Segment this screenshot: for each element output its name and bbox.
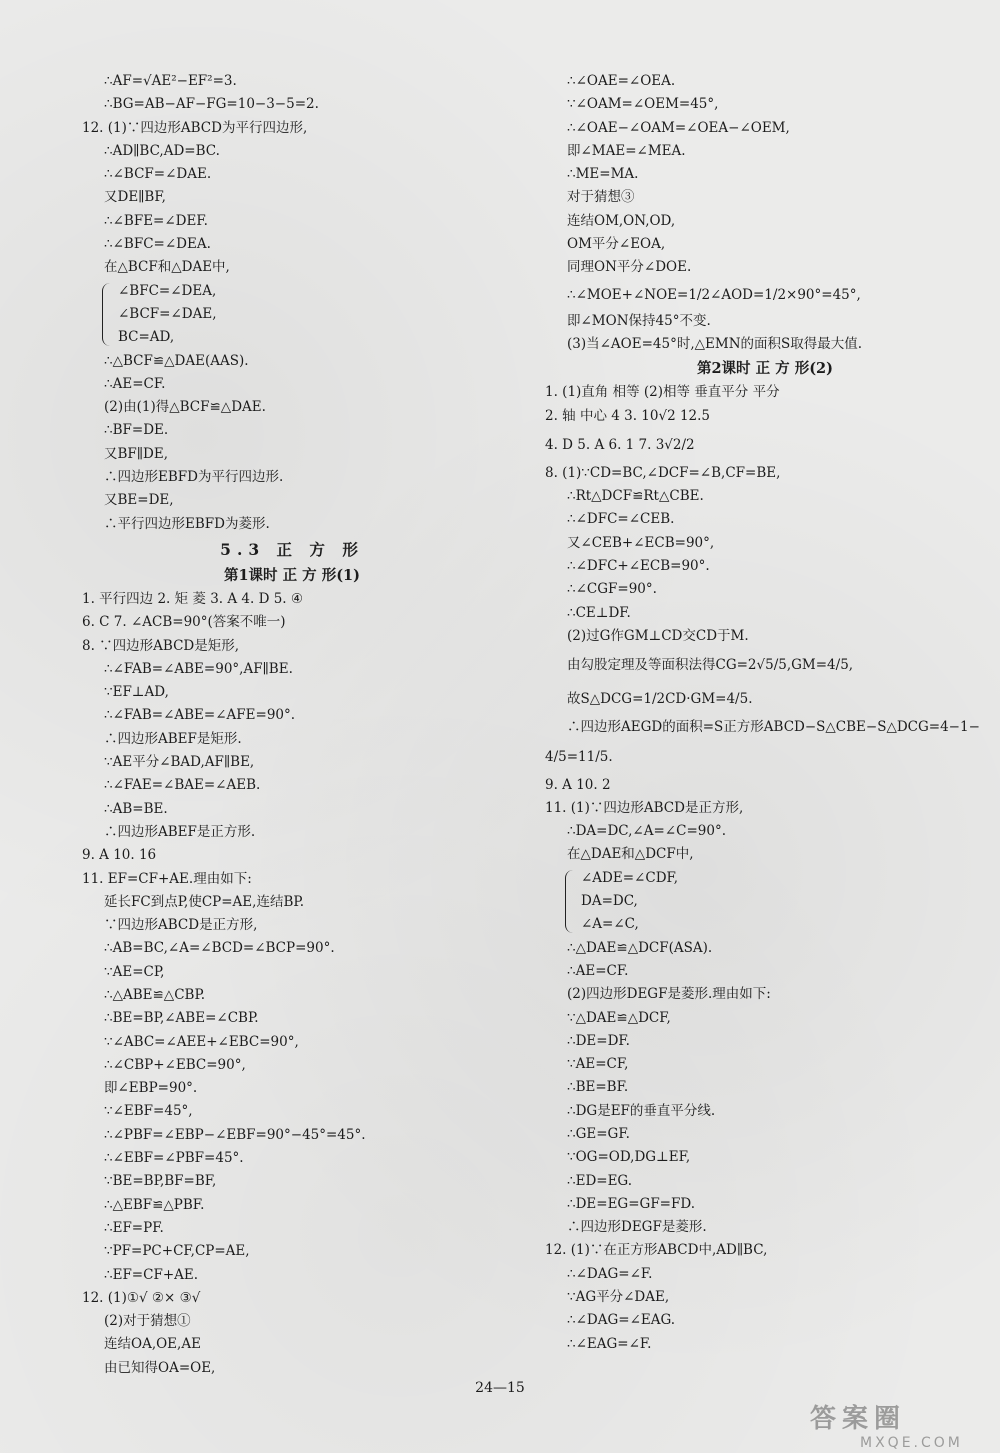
answer-line: ∴四边形EBFD为平行四边形.: [104, 469, 284, 486]
answer-line: ∴∠DFC+∠ECB=90°.: [567, 558, 710, 575]
answer-line: 在△DAE和△DCF中,: [567, 846, 694, 863]
answer-line: ∴∠PBF=∠EBP−∠EBF=90°−45°=45°.: [104, 1126, 366, 1143]
answer-line: ∴DA=DC,∠A=∠C=90°.: [567, 823, 726, 840]
answer-line: ∵∠OAM=∠OEM=45°,: [567, 96, 719, 113]
lesson-title: 第1课时 正 方 形(1): [223, 566, 361, 584]
answer-line: ∴AB=BE.: [104, 800, 168, 817]
answer-line: ∴△DAE≌△DCF(ASA).: [567, 939, 713, 956]
answer-line: ∴∠DAG=∠F.: [567, 1265, 653, 1282]
answer-line: ∴四边形ABEF是正方形.: [104, 823, 256, 840]
answer-line: 对于猜想③: [567, 189, 635, 206]
answer-line: ∴EF=PF.: [104, 1219, 164, 1236]
answer-line: ∴AF=√AE²−EF²=3.: [104, 73, 237, 89]
answer-line: ∴DE=EG=GF=FD.: [567, 1195, 695, 1212]
answer-line: ∵∠ABC=∠AEE+∠EBC=90°,: [104, 1033, 299, 1050]
answer-line: ∴∠BFC=∠DEA.: [104, 236, 211, 253]
answer-line: ∴∠DAG=∠EAG.: [567, 1312, 676, 1329]
answer-line: ∴四边形AEGD的面积=S正方形ABCD−S△CBE−S△DCG=4−1−: [567, 719, 980, 736]
answer-line: ∴AE=CF.: [567, 962, 629, 979]
answer-line: ∴GE=GF.: [567, 1125, 630, 1142]
lesson-title: 第2课时 正 方 形(2): [696, 360, 834, 378]
answer-line: ∵AE平分∠BAD,AF∥BE,: [104, 754, 255, 771]
brace-mark: [102, 283, 113, 346]
answer-line: ∴四边形DEGF是菱形.: [567, 1219, 707, 1236]
right-column: [545, 70, 985, 1356]
answer-line: (2)四边形DEGF是菱形.理由如下:: [567, 986, 771, 1003]
answer-line: 4. D 5. A 6. 1 7. 3√2/2: [545, 436, 695, 453]
answer-line: ∴∠CBP+∠EBC=90°,: [104, 1056, 246, 1073]
answer-line: ∵四边形ABCD是正方形,: [104, 917, 258, 934]
answer-line: ∴∠BFE=∠DEF.: [104, 212, 208, 229]
answer-line: OM平分∠EOA,: [567, 236, 666, 253]
answer-line: 连结OA,OE,AE: [104, 1336, 201, 1353]
answer-line: ∠ADE=∠CDF,: [581, 869, 679, 886]
answer-line: ∴△EBF≌△PBF.: [104, 1196, 205, 1213]
answer-line: 6. C 7. ∠ACB=90°(答案不唯一): [82, 614, 286, 631]
answer-line: ∴∠EAG=∠F.: [567, 1335, 652, 1352]
answer-line: ∴∠CGF=90°.: [567, 581, 657, 598]
answer-line: ∴BF=DE.: [104, 422, 169, 439]
answer-line: ∵PF=PC+CF,CP=AE,: [104, 1243, 250, 1260]
answer-line: 延长FC到点P,使CP=AE,连结BP.: [104, 893, 305, 910]
answer-line: BC=AD,: [118, 329, 175, 346]
answer-line: ∴EF=CF+AE.: [104, 1266, 199, 1283]
answer-line: 又BE=DE,: [104, 492, 174, 509]
answer-line: 又BF∥DE,: [104, 445, 168, 462]
answer-line: ∴BE=BF.: [567, 1079, 629, 1096]
answer-line: ∴DE=DF.: [567, 1032, 630, 1049]
answer-line: ∴平行四边形EBFD为菱形.: [104, 515, 270, 532]
answer-line: 又∠CEB+∠ECB=90°,: [567, 534, 715, 551]
answer-line: ∴AB=BC,∠A=∠BCD=∠BCP=90°.: [104, 940, 335, 957]
page-number: 24—15: [475, 1380, 525, 1396]
answer-line: 9. A 10. 2: [545, 776, 611, 793]
answer-line: ∴BE=BP,∠ABE=∠CBP.: [104, 1010, 259, 1027]
answer-line: ∴ED=EG.: [567, 1172, 633, 1189]
answer-line: 1. (1)直角 相等 (2)相等 垂直平分 平分: [545, 384, 780, 401]
answer-line: ∴CE⊥DF.: [567, 604, 631, 621]
answer-line: (3)当∠AOE=45°时,△EMN的面积S取得最大值.: [567, 335, 863, 352]
watermark-logo: [810, 1398, 980, 1451]
answer-line: ∠BCF=∠DAE,: [118, 305, 217, 322]
answer-line: ∴∠FAB=∠ABE=90°,AF∥BE.: [104, 660, 293, 677]
answer-line: 2. 轴 中心 4 3. 10√2 12.5: [545, 407, 711, 424]
answer-line: ∴∠OAE=∠OEA.: [567, 73, 676, 89]
answer-line: ∴∠DFC=∠CEB.: [567, 511, 675, 528]
answer-line: 故S△DCG=1/2CD·GM=4/5.: [567, 691, 753, 708]
answer-line: ∵△DAE≌△DCF,: [567, 1009, 671, 1026]
answer-line: 8. ∵四边形ABCD是矩形,: [82, 637, 240, 654]
answer-line: 连结OM,ON,OD,: [567, 212, 676, 229]
answer-line: 12. (1)∵四边形ABCD为平行四边形,: [82, 119, 308, 136]
answer-line: ∵AE=CF,: [567, 1056, 629, 1073]
answer-line: 又DE∥BF,: [104, 189, 166, 206]
answer-line: 9. A 10. 16: [82, 847, 157, 864]
answer-line: 1. 平行四边 2. 矩 菱 3. A 4. D 5. ④: [82, 590, 303, 607]
watermark-site: MXQE.COM: [860, 1435, 963, 1451]
answer-line: ∴Rt△DCF≌Rt△CBE.: [567, 488, 704, 505]
answer-line: DA=DC,: [581, 893, 638, 910]
answer-line: ∴四边形ABEF是矩形.: [104, 730, 242, 747]
answer-line: ∵∠EBF=45°,: [104, 1103, 193, 1120]
answer-line: 11. EF=CF+AE.理由如下:: [82, 870, 252, 887]
answer-line: ∵AG平分∠DAE,: [567, 1289, 670, 1306]
answer-line: 由已知得OA=OE,: [104, 1359, 216, 1376]
answer-line: ∴AE=CF.: [104, 375, 166, 392]
answer-line: 即∠EBP=90°.: [104, 1080, 198, 1097]
answer-line: 12. (1)∵在正方形ABCD中,AD∥BC,: [545, 1242, 768, 1259]
answer-line: ∴∠FAB=∠ABE=∠AFE=90°.: [104, 707, 296, 724]
answer-line: ∠A=∠C,: [581, 916, 639, 933]
answer-line: ∴△ABE≌△CBP.: [104, 986, 206, 1003]
answer-line: 在△BCF和△DAE中,: [104, 259, 230, 276]
answer-line: 12. (1)①√ ②× ③√: [82, 1289, 201, 1306]
answer-line: 由勾股定理及等面积法得CG=2√5/5,GM=4/5,: [567, 657, 854, 674]
answer-line: ∠BFC=∠DEA,: [118, 282, 217, 299]
answer-line: 即∠MAE=∠MEA.: [567, 142, 686, 159]
answer-line: (2)由(1)得△BCF≌△DAE.: [104, 399, 266, 416]
answer-line: 8. (1)∵CD=BC,∠DCF=∠B,CF=BE,: [545, 464, 781, 481]
left-column: [82, 70, 502, 1380]
answer-line: (2)对于猜想①: [104, 1313, 191, 1330]
answer-line: ∴∠OAE−∠OAM=∠OEA−∠OEM,: [567, 119, 790, 136]
answer-line: 11. (1)∵四边形ABCD是正方形,: [545, 799, 744, 816]
brace-mark: [565, 870, 576, 933]
answer-line: ∴∠MOE+∠NOE=1/2∠AOD=1/2×90°=45°,: [567, 286, 861, 303]
answer-line: ∵BE=BP,BF=BF,: [104, 1173, 217, 1190]
section-title: 5.3 正 方 形: [220, 539, 364, 559]
answer-line: ∴ME=MA.: [567, 166, 639, 183]
answer-line: ∴△BCF≌△DAE(AAS).: [104, 352, 249, 369]
answer-line: ∴BG=AB−AF−FG=10−3−5=2.: [104, 96, 319, 113]
answer-line: 同理ON平分∠DOE.: [567, 259, 692, 276]
answer-line: 4/5=11/5.: [545, 748, 613, 765]
answer-line: 即∠MON保持45°不变.: [567, 312, 711, 329]
answer-line: ∵AE=CP,: [104, 963, 165, 980]
answer-line: ∵EF⊥AD,: [104, 684, 169, 701]
answer-line: ∴AD∥BC,AD=BC.: [104, 142, 220, 159]
answer-line: ∴∠EBF=∠PBF=45°.: [104, 1150, 244, 1167]
answer-line: ∴DG是EF的垂直平分线.: [567, 1102, 716, 1119]
answer-line: ∵OG=OD,DG⊥EF,: [567, 1149, 691, 1166]
answer-line: ∴∠BCF=∠DAE.: [104, 166, 212, 183]
answer-line: ∴∠FAE=∠BAE=∠AEB.: [104, 777, 261, 794]
answer-line: (2)过G作GM⊥CD交CD于M.: [567, 627, 749, 644]
watermark-text: 答案圈: [810, 1404, 907, 1434]
